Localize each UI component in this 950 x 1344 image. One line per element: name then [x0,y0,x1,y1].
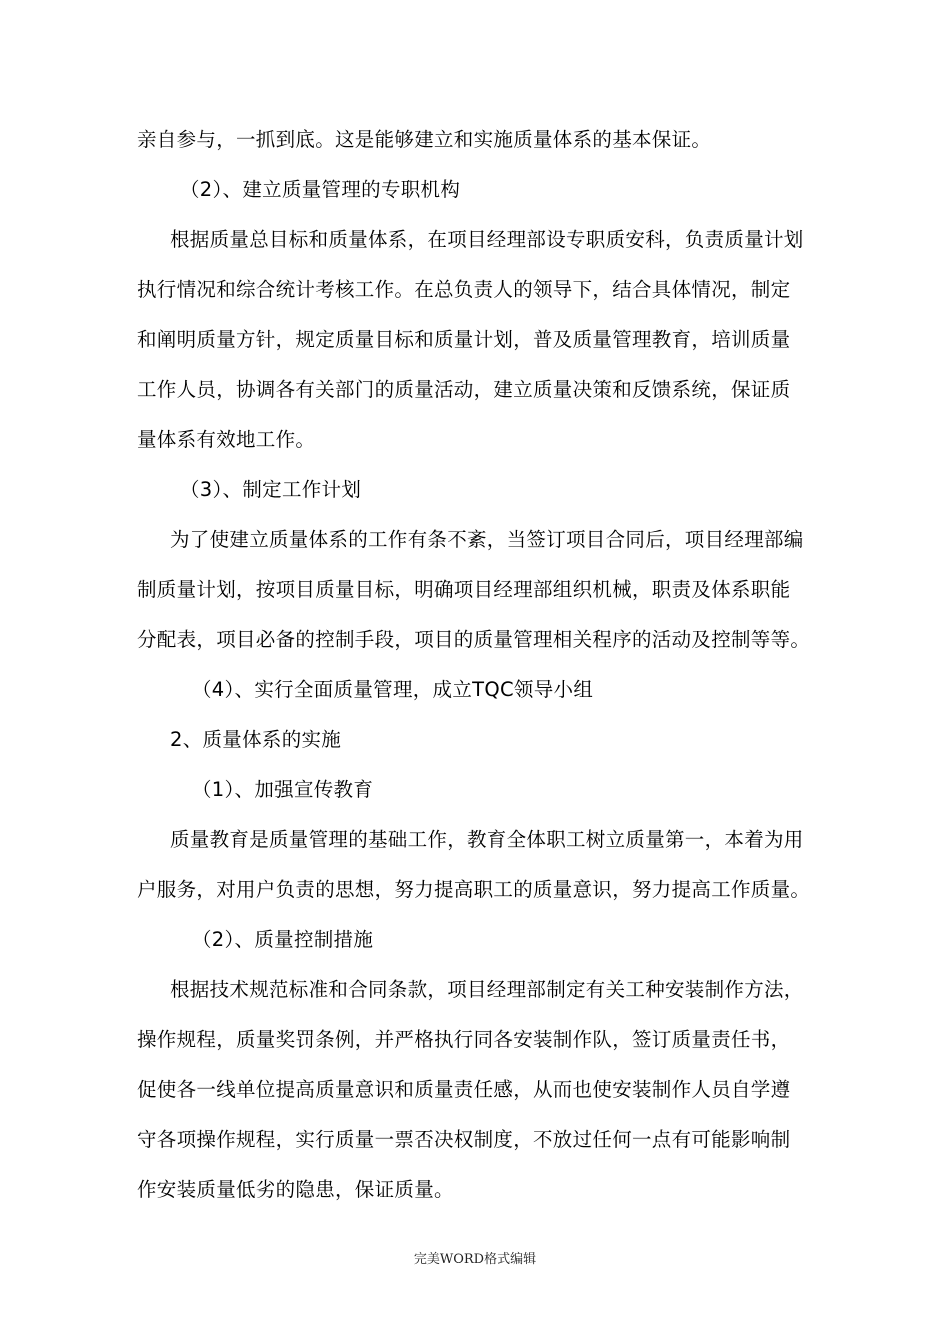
paragraph-line: 根据技术规范标准和合同条款，项目经理部制定有关工种安装制作方法， [170,978,804,1001]
paragraph-line: 守各项操作规程，实行质量一票否决权制度，不放过任何一点有可能影响制 [137,1128,791,1151]
paragraph-line: 户服务，对用户负责的思想，努力提高职工的质量意识，努力提高工作质量。 [137,878,811,901]
paragraph-line: 执行情况和综合统计考核工作。在总负责人的领导下，结合具体情况，制定 [137,278,791,301]
paragraph-line: 作安装质量低劣的隐患，保证质量。 [137,1178,454,1201]
paragraph-line: 制质量计划，按项目质量目标，明确项目经理部组织机械，职责及体系职能 [137,578,791,601]
section-heading: （3）、制定工作计划 [180,478,362,501]
paragraph-line: 工作人员，协调各有关部门的质量活动，建立质量决策和反馈系统，保证质 [137,378,791,401]
paragraph-line: 质量教育是质量管理的基础工作，教育全体职工树立质量第一，本着为用 [170,828,804,851]
paragraph-line: 亲自参与，一抓到底。这是能够建立和实施质量体系的基本保证。 [137,128,712,151]
section-heading: （2）、建立质量管理的专职机构 [180,178,461,201]
section-heading: （4）、实行全面质量管理，成立TQC领导小组 [192,678,594,701]
paragraph-line: 量体系有效地工作。 [137,428,316,451]
page-footer: 完美WORD格式编辑 [413,1252,537,1267]
paragraph-line: 根据质量总目标和质量体系，在项目经理部设专职质安科，负责质量计划 [170,228,804,251]
section-heading: 2、质量体系的实施 [170,728,342,751]
paragraph-line: 和阐明质量方针，规定质量目标和质量计划，普及质量管理教育，培训质量 [137,328,791,351]
section-heading: （1）、加强宣传教育 [192,778,374,801]
paragraph-line: 分配表，项目必备的控制手段，项目的质量管理相关程序的活动及控制等等。 [137,628,811,651]
paragraph-line: 促使各一线单位提高质量意识和质量责任感，从而也使安装制作人员自学遵 [137,1078,791,1101]
paragraph-line: 操作规程，质量奖罚条例，并严格执行同各安装制作队，签订质量责任书， [137,1028,791,1051]
section-heading: （2）、质量控制措施 [192,928,374,951]
paragraph-line: 为了使建立质量体系的工作有条不紊，当签订项目合同后，项目经理部编 [170,528,804,551]
